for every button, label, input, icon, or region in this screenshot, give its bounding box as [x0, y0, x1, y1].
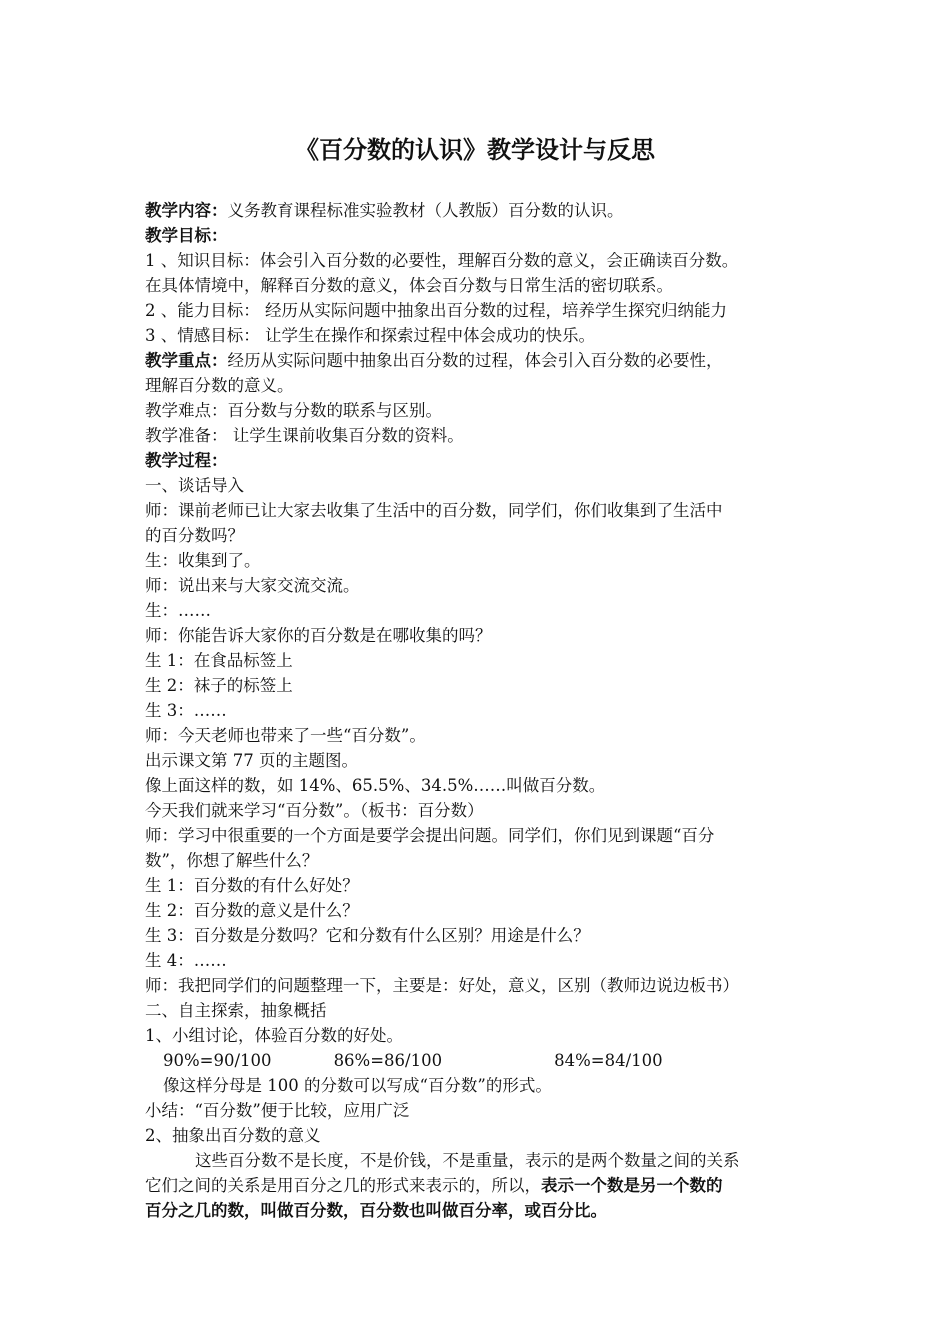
paragraph-line: 师：今天老师也带来了一些“百分数”。: [145, 726, 426, 745]
paragraph-line: 生 3：百分数是分数吗？它和分数有什么区别？用途是什么？: [145, 926, 590, 945]
paragraph-line: 生 1：百分数的有什么好处？: [145, 876, 359, 895]
teaching-goals-heading: [145, 223, 815, 248]
paragraph-line: 这些百分数不是长度，不是价钱，不是重量，表示的是两个数量之间的关系: [195, 1151, 740, 1170]
definition-line: [145, 1173, 815, 1198]
paragraph-line: 生 4：……: [145, 951, 227, 970]
percent-example: 86%=86/100: [333, 1051, 443, 1070]
paragraph-line: 生 1：在食品标签上: [145, 651, 293, 670]
definition-bold: 表示一个数是另一个数的: [541, 1176, 723, 1195]
ability-goal-line: 2 、能力目标： 经历从实际问题中抽象出百分数的过程，培养学生探究归纳能力: [145, 301, 727, 320]
paragraph-line: 出示课文第 77 页的主题图。: [145, 751, 358, 770]
paragraph-line: 的百分数吗？: [145, 526, 244, 545]
teaching-focus-text: 经历从实际问题中抽象出百分数的过程，体会引入百分数的必要性，: [227, 351, 723, 370]
section-heading-2: 二、自主探索，抽象概括: [145, 1001, 327, 1020]
percent-example: 90%=90/100: [163, 1051, 272, 1070]
paragraph-line: 生 2：百分数的意义是什么？: [145, 901, 359, 920]
document-title: 《百分数的认识》教学设计与反思: [295, 136, 655, 164]
teaching-goals-label: 教学目标：: [145, 226, 228, 245]
teaching-difficulty-line: 教学难点：百分数与分数的联系与区别。: [145, 401, 442, 420]
teaching-content-line: [145, 198, 815, 223]
paragraph-line: 像上面这样的数，如 14%、65.5%、34.5%……叫做百分数。: [145, 776, 606, 795]
emotion-goal-line: 3 、情感目标： 让学生在操作和探索过程中体会成功的快乐。: [145, 326, 595, 345]
section-heading-1: 一、谈话导入: [145, 476, 244, 495]
paragraph-line: 1、小组讨论，体验百分数的好处。: [145, 1026, 403, 1045]
paragraph-line: 2、抽象出百分数的意义: [145, 1126, 321, 1145]
teaching-preparation-line: 教学准备： 让学生课前收集百分数的资料。: [145, 426, 464, 445]
knowledge-goal-line: 1 、知识目标：体会引入百分数的必要性，理解百分数的意义，会正确读百分数。: [145, 251, 739, 270]
paragraph-line: 数”，你想了解些什么？: [145, 851, 319, 870]
paragraph-line: 师：你能告诉大家你的百分数是在哪收集的吗？: [145, 626, 492, 645]
paragraph-line: 生 2：袜子的标签上: [145, 676, 293, 695]
paragraph-line: 师：说出来与大家交流交流。: [145, 576, 360, 595]
document-body: [145, 198, 815, 1223]
paragraph-line: 生：收集到了。: [145, 551, 261, 570]
teaching-focus-line: [145, 348, 815, 373]
percent-example: 84%=84/100: [554, 1051, 663, 1070]
paragraph-line: 生 3：……: [145, 701, 227, 720]
definition-bold: 百分之几的数，叫做百分数，百分数也叫做百分率，或百分比。: [145, 1201, 607, 1220]
definition-text: 它们之间的关系是用百分之几的形式来表示的，所以，: [145, 1176, 541, 1195]
teaching-content-text: 义务教育课程标准实验教材（人教版）百分数的认识。: [227, 201, 624, 220]
teaching-focus-line-2: 理解百分数的意义。: [145, 376, 294, 395]
teaching-content-label: 教学内容：: [145, 201, 228, 220]
teaching-process-heading: [145, 448, 815, 473]
definition-line-2: [145, 1198, 815, 1223]
teaching-focus-label: 教学重点：: [145, 351, 228, 370]
paragraph-line: 师：我把同学们的问题整理一下，主要是：好处，意义，区别（教师边说边板书）: [145, 976, 739, 995]
paragraph-line: 像这样分母是 100 的分数可以写成“百分数”的形式。: [163, 1076, 552, 1095]
paragraph-line: 师：学习中很重要的一个方面是要学会提出问题。同学们，你们见到课题“百分: [145, 826, 715, 845]
teaching-process-label: 教学过程：: [145, 451, 228, 470]
paragraph-line: 今天我们就来学习“百分数”。（板书：百分数）: [145, 801, 484, 820]
paragraph-line: 生：……: [145, 601, 211, 620]
paragraph-line: 师：课前老师已让大家去收集了生活中的百分数，同学们，你们收集到了生活中: [145, 501, 723, 520]
knowledge-goal-line-2: 在具体情境中，解释百分数的意义，体会百分数与日常生活的密切联系。: [145, 276, 673, 295]
summary-line: 小结：“百分数”便于比较，应用广泛: [145, 1101, 410, 1120]
percent-examples-line: [145, 1048, 815, 1073]
